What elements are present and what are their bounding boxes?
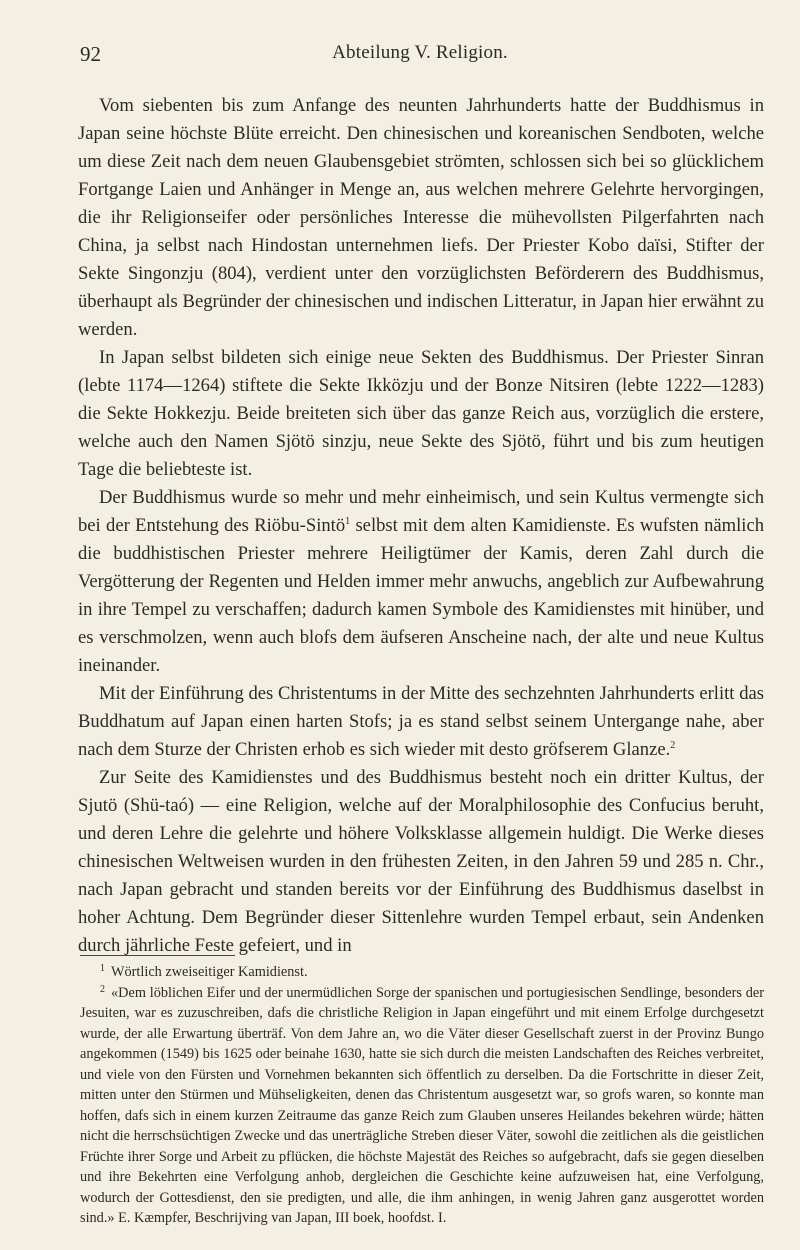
paragraph-christianity — [78, 680, 764, 764]
footnote-reference-2: 2 — [670, 740, 676, 751]
paragraph-confucianism: Zur Seite des Kamidienstes und des Buddhismus besteht noch ein dritter Kultus, der Sjutö (Shü-taó) — eine Religion, welche auf der Moralphilosophie des Confucius beruht, und deren Lehre die gelehrte und höhere Volksklasse allgemein huldigt. Die Werke dieses chinesischen Weltweisen wurden in den frühesten Zeiten, in den Jahren 59 und 285 n. Chr., nach Japan gebracht und standen bereits vor der Einführung des Buddhismus daselbst in hoher Achtung. Dem Begründer dieser Sittenlehre wurden Tempel erbaut, sein Andenken durch jährliche Feste gefeiert, und in — [78, 767, 764, 956]
paragraph-buddhism-peak: Vom siebenten bis zum Anfange des neunten Jahrhunderts hatte der Buddhismus in Japan seine höchste Blüte erreicht. Den chinesischen und koreanischen Sendboten, welche um diese Zeit nach dem neuen Glaubensgebiet strömten, schlossen sich bei so glücklichem Fortgange Laien und Anhänger in Menge an, aus welchen mehrere Gelehrte hervorgingen, die ihr Religionseifer oder persönliches Interesse die mühevollsten Pilgerfahrten nach China, ja selbst nach Hindostan unternehmen liefs. Der Priester Kobo daïsi, Stifter der Sekte Singonzju (804), verdient unter den vorzüglichsten Beförderern des Buddhismus, überhaupt als Begründer der chinesischen und indischen Litteratur, in Japan hier erwähnt zu werden. — [78, 95, 764, 340]
page-number: 92 — [80, 42, 101, 66]
running-head: Abteilung V. Religion. — [332, 42, 508, 63]
footnote-2 — [80, 983, 764, 1229]
paragraph-riobu-sinto — [78, 484, 764, 680]
footnote-1 — [80, 962, 764, 983]
footnote-reference-1: 1 — [345, 516, 351, 527]
paragraph-text: Der Buddhismus wurde so mehr und mehr einheimisch, und sein Kultus vermengte sich bei der Entstehung des Riöbu-Sintö — [78, 487, 764, 536]
footnotes — [80, 962, 764, 1229]
footnote-rule — [80, 955, 235, 956]
footnote-text: Wörtlich zweiseitiger Kamidienst. — [111, 964, 308, 980]
paragraph-text: Mit der Einführung des Christentums in der Mitte des sechzehnten Jahrhunderts erlitt das Buddhatum auf Japan einen harten Stofs; ja es stand selbst seinem Untergange nahe, aber nach dem Sturze der Christen erhob es sich wieder mit desto gröfserem Glanze. — [78, 683, 764, 760]
footnote-mark: 1 — [100, 963, 105, 974]
main-text — [78, 92, 764, 960]
footnote-text: «Dem löblichen Eifer und der unermüdlichen Sorge der spanischen und portugiesischen Sendlinge, besonders der Jesuiten, war es zuzuschreiben, dafs die christliche Religion in Japan eingeführt und mit einem Erfolge durchgesetzt wurde, der alle Erwartung überträf. Von dem Jahre an, wo die Väter dieser Gesellschaft zuerst in der Provinz Bungo angekommen (1549) bis 1625 oder beinahe 1630, hatte sie sich durch die meisten Landschaften des Reiches verbreitet, und viele von den Fürsten und Vornehmen bekannten sich öffentlich zu derselben. Da die Fortschritte in dieser Zeit, mitten unter den Stürmen und Mühseligkeiten, denen das Christentum ausgesetzt war, so grofs waren, so konnte man hoffen, dafs sich in einem kurzen Zeitraume das ganze Reich zum Glauben unseres Heilandes bekehren würde; hätten nicht die herrschsüchtigen Zwecke und das unerträgliche Streben dieser Väter, sowohl die zeitlichen als die geistlichen Früchte ihrer Sorge und Arbeit zu pflücken, die höchste Majestät des Reiches so aufgebracht, dafs sie gegen dieselben und ihre Bekehrten eine Verfolgung anhob, dergleichen die Geschichte keine aufzuweisen hat, eine Verfolgung, wodurch der Gottesdienst, den sie predigten, und alle, die ihm anhingen, in wenig Jahren ganz ausgerottet worden sind.» E. Kæmpfer, Beschrijving van Japan, III boek, hoofdst. I. — [80, 984, 764, 1226]
paragraph-text: selbst mit dem alten Kamidienste. Es wufsten nämlich die buddhistischen Priester mehrere Heiligtümer der Kamis, deren Zahl durch die Vergötterung der Regenten und Helden immer mehr anwuchs, angeblich zur Aufbewahrung in ihre Tempel zu verschaffen; dadurch kamen Symbole des Kamidienstes mit hinüber, und es verschmolzen, wenn auch blofs dem äufseren Anscheine nach, der alte und neue Kultus ineinander. — [78, 515, 764, 676]
paragraph-new-sects: In Japan selbst bildeten sich einige neue Sekten des Buddhismus. Der Priester Sinran (lebte 1174—1264) stiftete die Sekte Ikközju und der Bonze Nitsiren (lebte 1222—1283) die Sekte Hokkezju. Beide breiteten sich über das ganze Reich aus, vorzüglich die erstere, welche auch den Namen Sjötö sinzju, neue Sekte des Sjötö, führt und bis zum heutigen Tage die beliebteste ist. — [78, 347, 764, 480]
footnote-mark: 2 — [100, 983, 105, 995]
page-header — [80, 42, 760, 68]
